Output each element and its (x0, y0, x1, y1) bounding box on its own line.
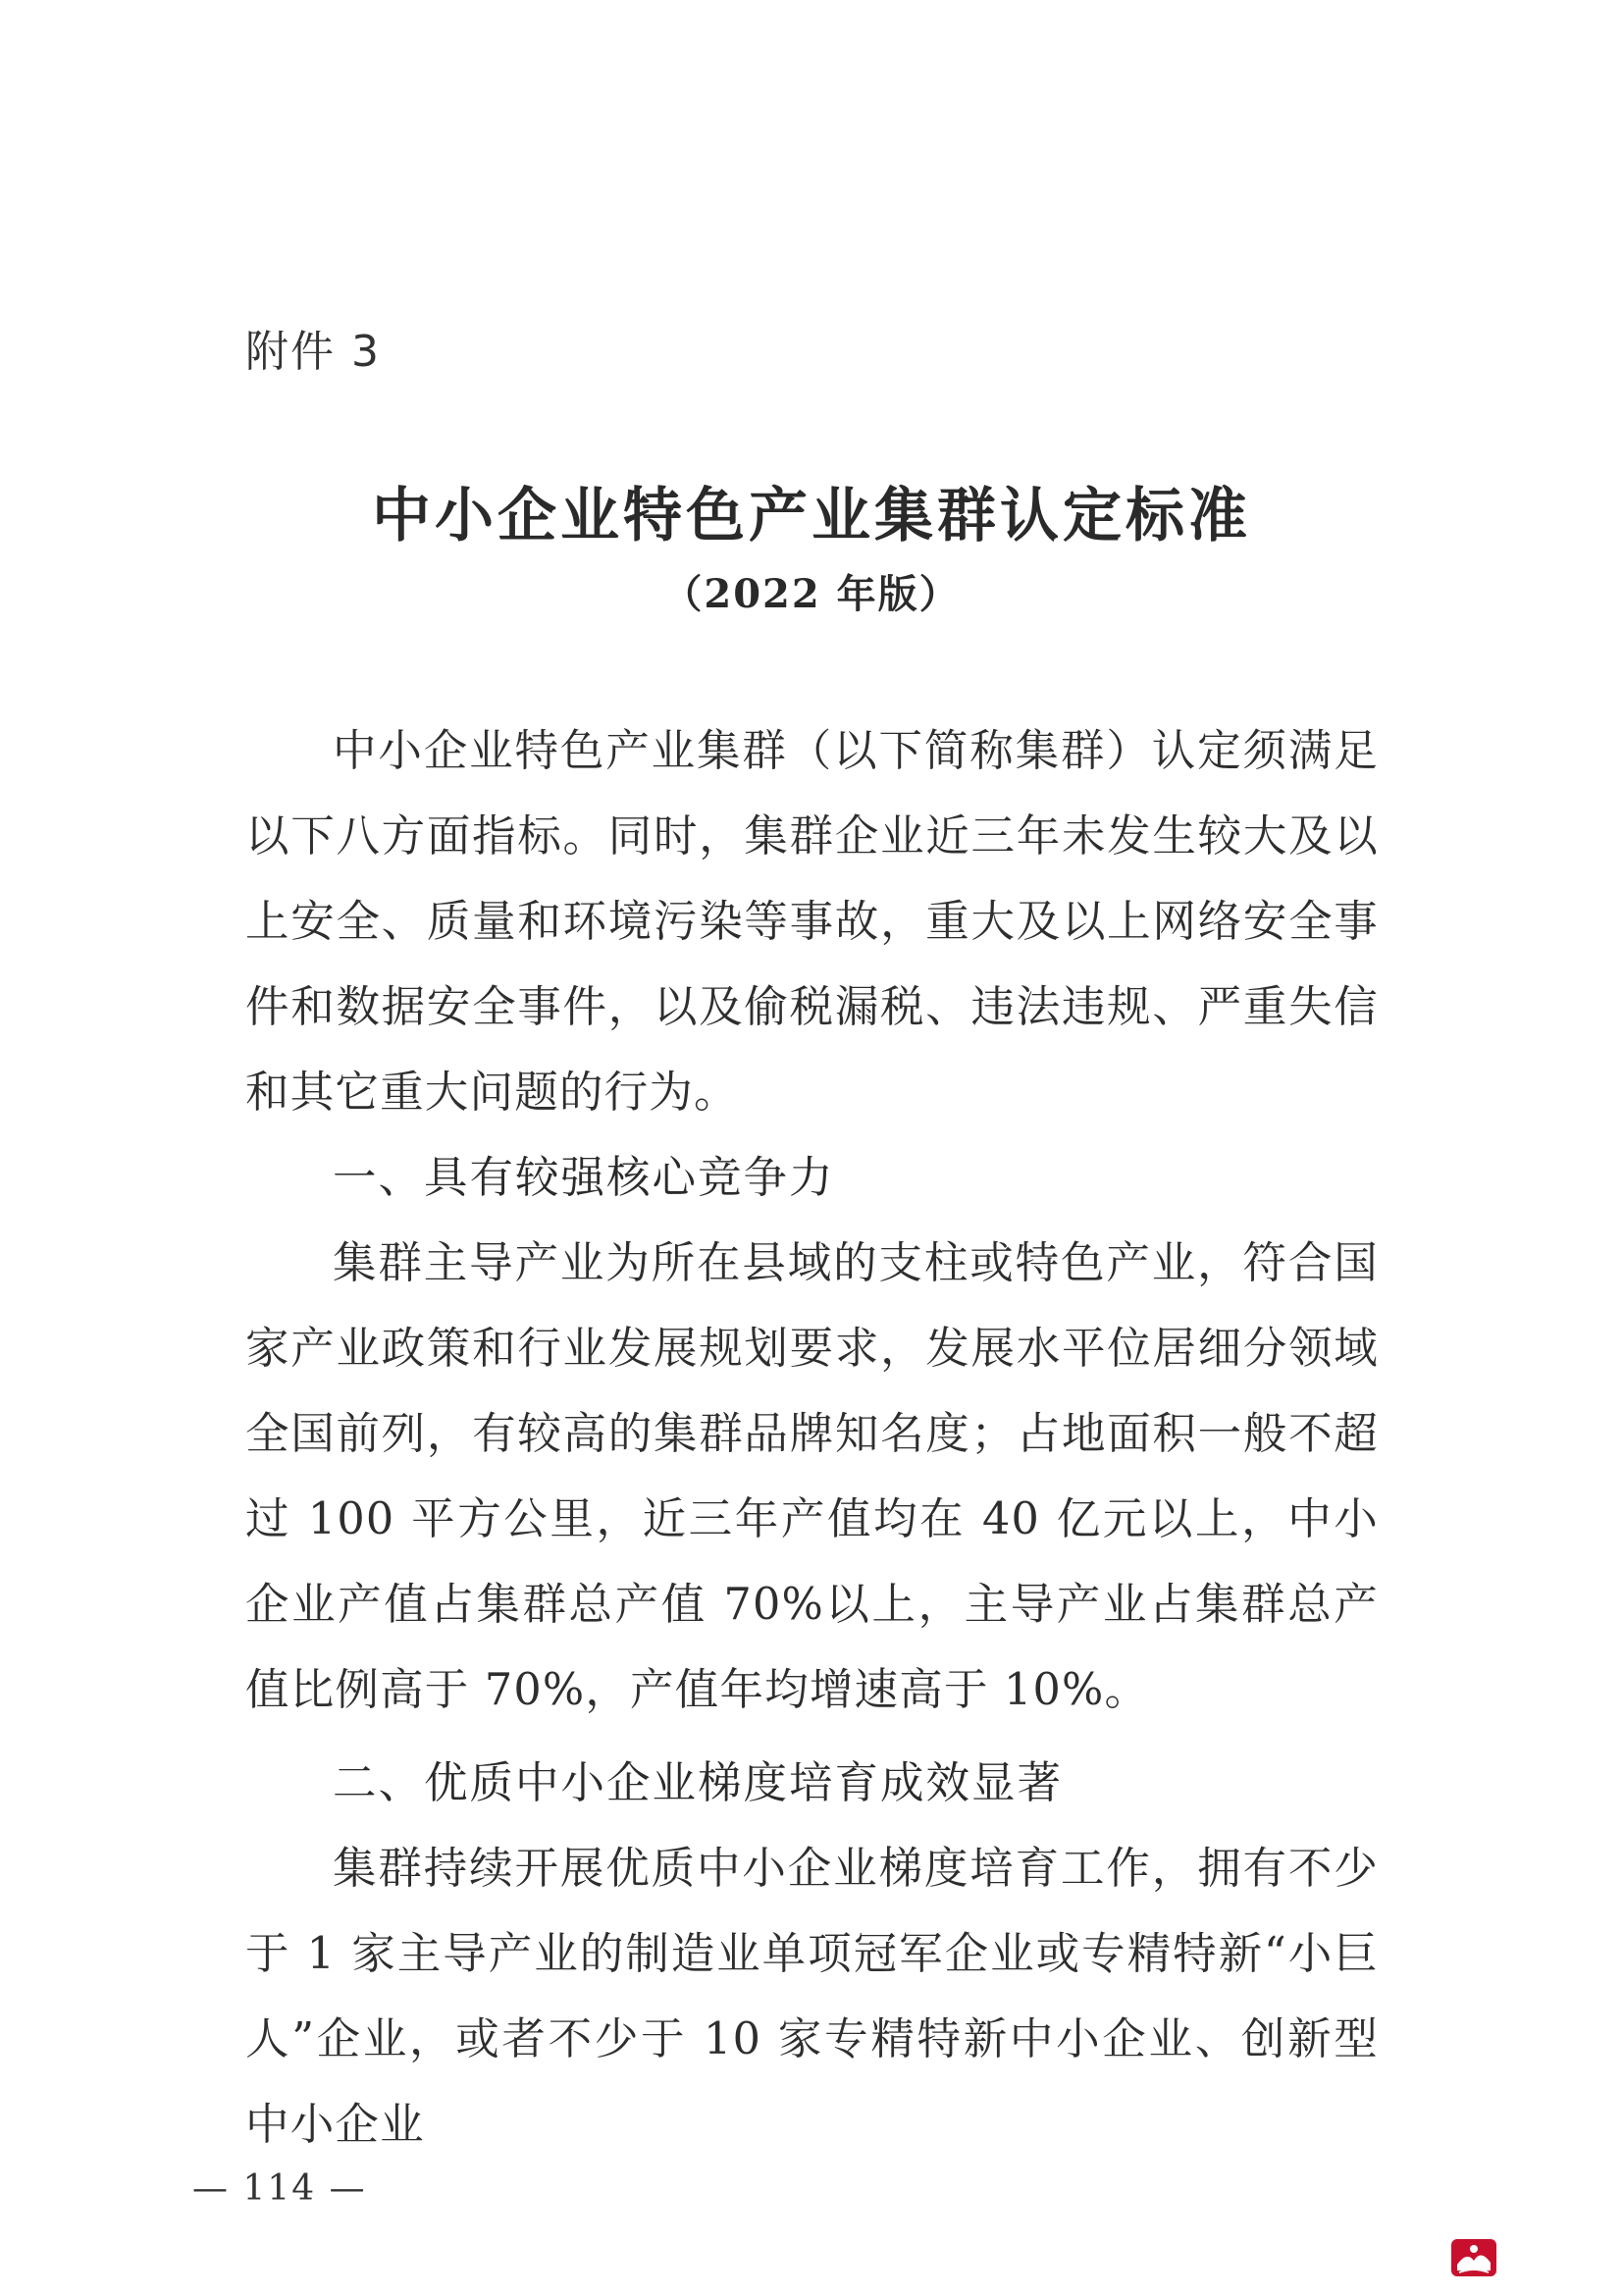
stamp-logo-icon (1449, 2237, 1498, 2278)
document-subtitle: （2022 年版） (662, 571, 961, 617)
section-2-paragraph: 集群持续开展优质中小企业梯度培育工作，拥有不少于 1 家主导产业的制造业单项冠军企业或专精特新“小巨人”企业，或者不少于 10 家专精特新中小企业、创新型中小企业 (245, 1844, 1379, 2150)
document-body (245, 708, 1379, 2167)
page-number: — 114 — (192, 2168, 367, 2209)
section-heading-2: 二、优质中小企业梯度培育成效显著 (333, 1758, 1064, 1808)
document-title: 中小企业特色产业集群认定标准 (372, 482, 1251, 550)
section-1-paragraph: 集群主导产业为所在县域的支柱或特色产业，符合国家产业政策和行业发展规划要求，发展水平位居细分领域全国前列，有较高的集群品牌知名度；占地面积一般不超过 100 平方公里，近三年产值均在 40 亿元以上，中小企业产值占集群总产值 70%以上，主导产业占集群总产值比例高于 70%，产值年均增速高于 10%。 (245, 1238, 1379, 1715)
section-heading-1: 一、具有较强核心竞争力 (333, 1153, 835, 1203)
intro-paragraph: 中小企业特色产业集群（以下简称集群）认定须满足以下八方面指标。同时，集群企业近三年未发生较大及以上安全、质量和环境污染等事故，重大及以上网络安全事件和数据安全事件，以及偷税漏税、违法违规、严重失信和其它重大问题的行为。 (245, 726, 1379, 1118)
attachment-label: 附件 3 (245, 327, 381, 377)
